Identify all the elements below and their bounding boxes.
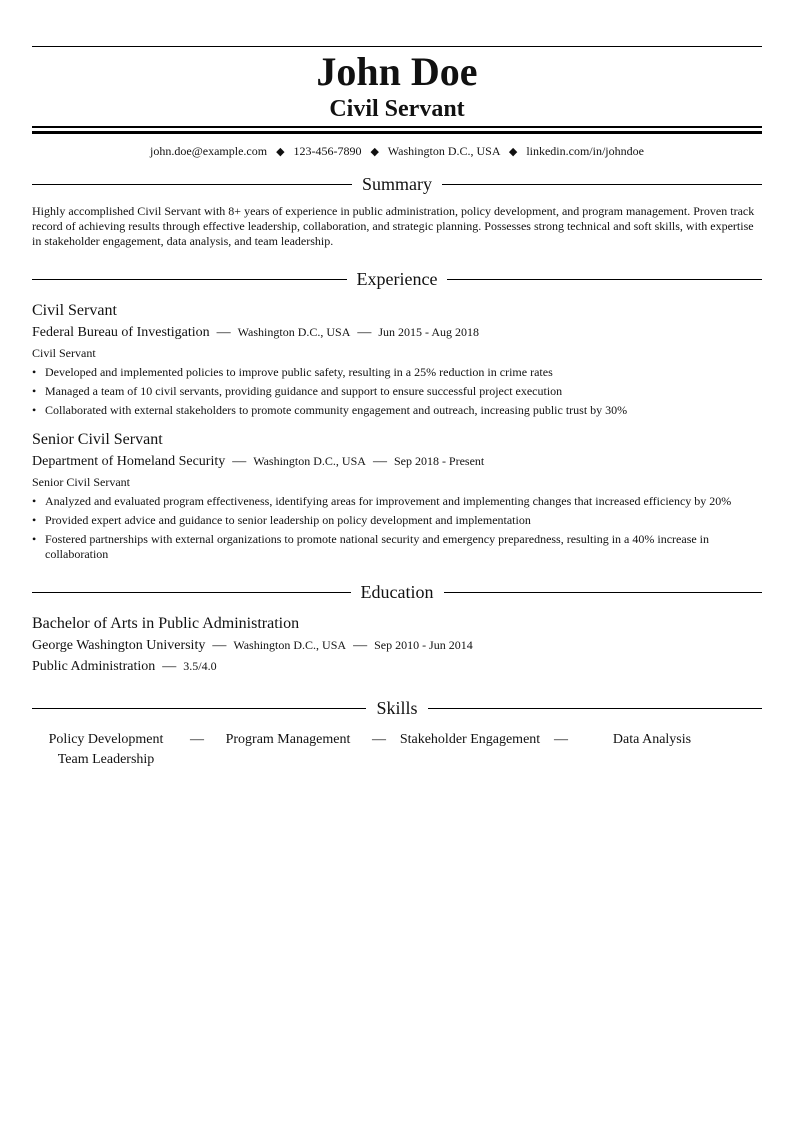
bullet-icon: • [32,494,37,508]
diamond-separator-icon: ◆ [370,146,379,158]
list-item [32,403,762,418]
education-heading: Education [360,582,434,602]
contact-email[interactable]: john.doe@example.com [150,144,268,158]
bullet-text: Collaborated with external stakeholders to promote community engagement and outreach, increasing public trust by 30% [45,403,628,417]
bullet-text: Provided expert advice and guidance to senior leadership on policy development and implementation [45,513,531,527]
dash-separator: — [232,454,247,469]
skill-item: Data Analysis [612,732,692,747]
bullet-icon: • [32,513,37,527]
heading-rule [32,708,366,709]
diamond-separator-icon: ◆ [508,146,518,158]
field-of-study: Public Administration [32,659,156,674]
heading-rule [32,592,351,593]
bullet-icon: • [32,403,37,417]
dash-separator: — [216,325,231,340]
header-rule [32,126,762,128]
gpa: 3.5/4.0 [183,659,217,673]
list-item [32,532,762,562]
bullet-text: Developed and implemented policies to improve public safety, resulting in a 25% reduction in crime rates [45,365,553,379]
job-meta [32,452,762,471]
education-section-heading [32,580,762,604]
candidate-title: Civil Servant [329,96,465,122]
heading-rule [444,592,763,593]
education-entry [32,614,762,676]
contact-location: Washington D.C., USA [387,144,500,158]
summary-text: Highly accomplished Civil Servant with 8+ years of experience in public administration, policy development, and program management. Proven track record of achieving results through effective leadership, collaboration, and strategic planning. Possesses strong technical and soft skills, with expertise in stakeholder engagement, data analysis, and team leadership. [32,204,755,248]
dash-separator: — [357,325,372,340]
bullet-text: Fostered partnerships with external organizations to promote national security and emergency preparedness, resulting in a 40% increase in collaboration [45,532,710,561]
list-item [32,513,762,528]
job-bullets [32,365,762,418]
job-organization: Department of Homeland Security [32,454,226,469]
degree-title: Bachelor of Arts in Public Administration [32,615,300,632]
heading-rule [32,279,347,280]
experience-entry [32,301,762,418]
job-location: Washington D.C., USA [253,454,366,468]
bullet-icon: • [32,384,37,398]
list-item [32,365,762,380]
job-title: Senior Civil Servant [32,431,163,448]
heading-rule [32,184,352,185]
education-meta [32,636,762,655]
contact-linkedin[interactable]: linkedin.com/in/johndoe [526,144,644,158]
job-dates: Jun 2015 - Aug 2018 [378,325,480,339]
dash-separator: — [190,732,204,747]
dash-separator: — [372,454,387,469]
dash-separator: — [353,638,368,653]
job-organization: Federal Bureau of Investigation [32,325,210,340]
education-field-line [32,657,762,676]
bullet-icon: • [32,365,37,379]
dash-separator: — [162,659,177,674]
experience-section-heading [32,267,762,291]
skill-item: Team Leadership [57,752,155,767]
header-rule-thick [32,131,762,134]
job-title: Civil Servant [32,302,117,319]
skill-item: Program Management [225,732,351,747]
skill-item: Stakeholder Engagement [399,732,541,747]
education-dates: Sep 2010 - Jun 2014 [374,638,473,652]
skill-item: Policy Development [48,732,164,747]
skills-grid [32,730,762,770]
contact-phone[interactable]: 123-456-7890 [293,144,362,158]
school-location: Washington D.C., USA [233,638,347,652]
contact-line [32,143,762,160]
job-location: Washington D.C., USA [237,325,351,339]
school-name: George Washington University [32,638,206,653]
experience-entry [32,430,762,562]
bullet-text: Analyzed and evaluated program effectiveness, identifying areas for improvement and implementing changes that increased efficiency by 20% [45,494,732,508]
top-rule [32,46,762,47]
job-dates: Sep 2018 - Present [393,454,485,468]
list-item [32,494,762,509]
summary-section-heading [32,172,762,196]
job-meta [32,323,762,342]
diamond-separator-icon: ◆ [276,146,285,158]
resume-page [32,46,762,770]
summary-heading: Summary [362,174,432,194]
job-role: Senior Civil Servant [32,475,130,489]
bullet-icon: • [32,532,37,546]
list-item [32,384,762,399]
job-bullets [32,494,762,562]
bullet-text: Managed a team of 10 civil servants, providing guidance and support to ensure successful project execution [45,384,563,398]
experience-heading: Experience [356,269,438,289]
heading-rule [428,708,762,709]
dash-separator: — [372,732,386,747]
heading-rule [442,184,762,185]
dash-separator: — [212,638,227,653]
heading-rule [447,279,762,280]
skills-heading: Skills [376,698,418,718]
job-role: Civil Servant [32,346,96,360]
dash-separator: — [554,732,568,747]
candidate-name: John Doe [316,49,478,94]
skills-section-heading [32,696,762,720]
